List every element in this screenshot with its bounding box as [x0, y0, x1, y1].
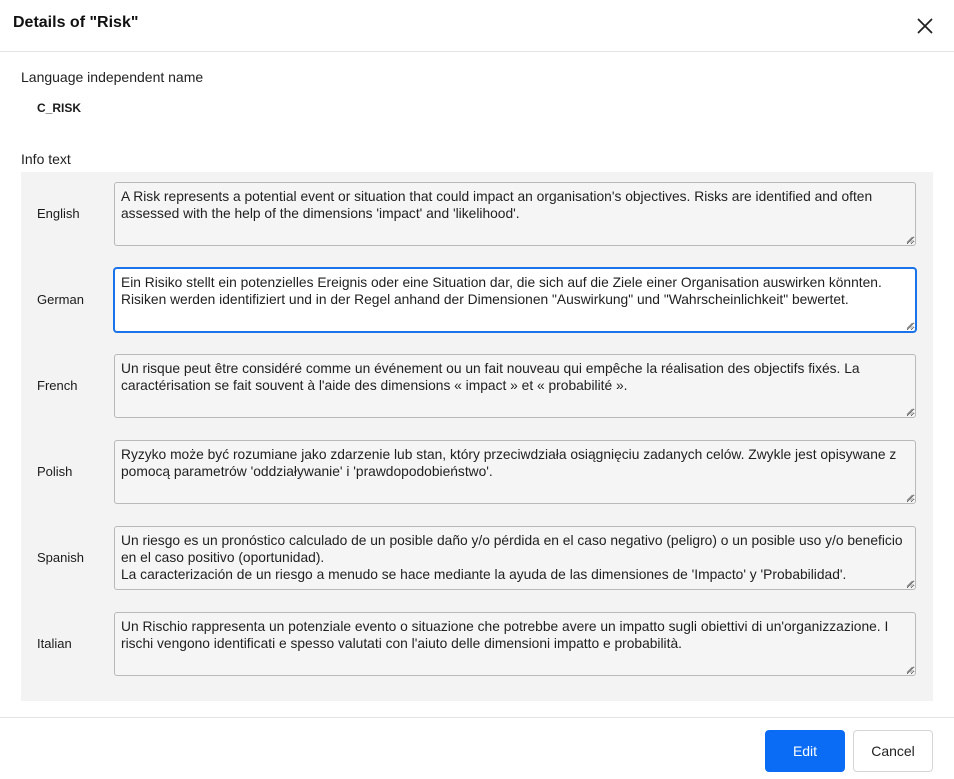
resize-grip-icon[interactable]	[906, 408, 913, 415]
info-row-italian	[21, 612, 933, 676]
dialog-header	[0, 0, 954, 52]
info-row-german	[21, 268, 933, 332]
language-label-german: German	[37, 292, 84, 307]
language-label-french: French	[37, 378, 78, 393]
info-text-panel	[21, 172, 933, 701]
info-textarea-french[interactable]: Un risque peut être considéré comme un événement ou un fait nouveau qui empêche la réalisation des objectifs fixés. La caractérisation se fait souvent à l'aide des dimensions « impact » et « probabilité ».	[114, 354, 916, 418]
close-button[interactable]	[912, 13, 938, 39]
info-row-polish	[21, 440, 933, 504]
resize-grip-icon[interactable]	[906, 236, 913, 243]
language-label-italian: Italian	[37, 636, 72, 651]
resize-grip-icon[interactable]	[906, 580, 913, 587]
resize-grip-icon[interactable]	[906, 666, 913, 673]
info-text-label: Info text	[21, 151, 71, 167]
dialog-title: Details of "Risk"	[13, 14, 139, 31]
language-label-polish: Polish	[37, 464, 73, 479]
dialog-footer	[0, 717, 954, 779]
resize-grip-icon[interactable]	[906, 322, 913, 329]
info-textarea-english[interactable]: A Risk represents a potential event or situation that could impact an organisation's objectives. Risks are identified and often assessed with the help of the dimensions 'impact' and 'likelihood'.	[114, 182, 916, 246]
info-textarea-italian[interactable]: Un Rischio rappresenta un potenziale evento o situazione che potrebbe avere un impatto sugli obiettivi di un'organizzazione. I rischi vengono identificati e spesso valutati con l'aiuto delle dimensioni impatto e probabilità.	[114, 612, 916, 676]
language-label-english: English	[37, 206, 80, 221]
info-textarea-polish[interactable]: Ryzyko może być rozumiane jako zdarzenie lub stan, który przeciwdziała osiągnięciu zadanych celów. Zwykle jest opisywane z pomocą parametrów 'oddziaływanie' i 'prawdopodobieństwo'.	[114, 440, 916, 504]
info-textarea-german[interactable]: Ein Risiko stellt ein potenzielles Ereignis oder eine Situation dar, die sich auf die Ziele einer Organisation auswirken könnten. Risiken werden identifiziert und in der Regel anhand der Dimensionen "Auswirkung" und "Wahrscheinlichkeit" bewertet.	[114, 268, 916, 332]
info-row-english	[21, 182, 933, 246]
info-row-spanish	[21, 526, 933, 590]
info-textarea-spanish[interactable]: Un riesgo es un pronóstico calculado de un posible daño y/o pérdida en el caso negativo (peligro) o un posible uso y/o beneficio en el caso positivo (oportunidad). La caracterización de un riesgo a menudo se hace mediante la ayuda de las dimensiones de 'Impacto' y 'Probabilidad'.	[114, 526, 916, 590]
cancel-button[interactable]: Cancel	[853, 730, 933, 772]
edit-button[interactable]: Edit	[765, 730, 845, 772]
resize-grip-icon[interactable]	[906, 494, 913, 501]
language-independent-name-value: C_RISK	[37, 101, 82, 115]
close-icon	[912, 13, 938, 39]
language-label-spanish: Spanish	[37, 550, 84, 565]
info-row-french	[21, 354, 933, 418]
language-independent-name-label: Language independent name	[21, 69, 204, 85]
